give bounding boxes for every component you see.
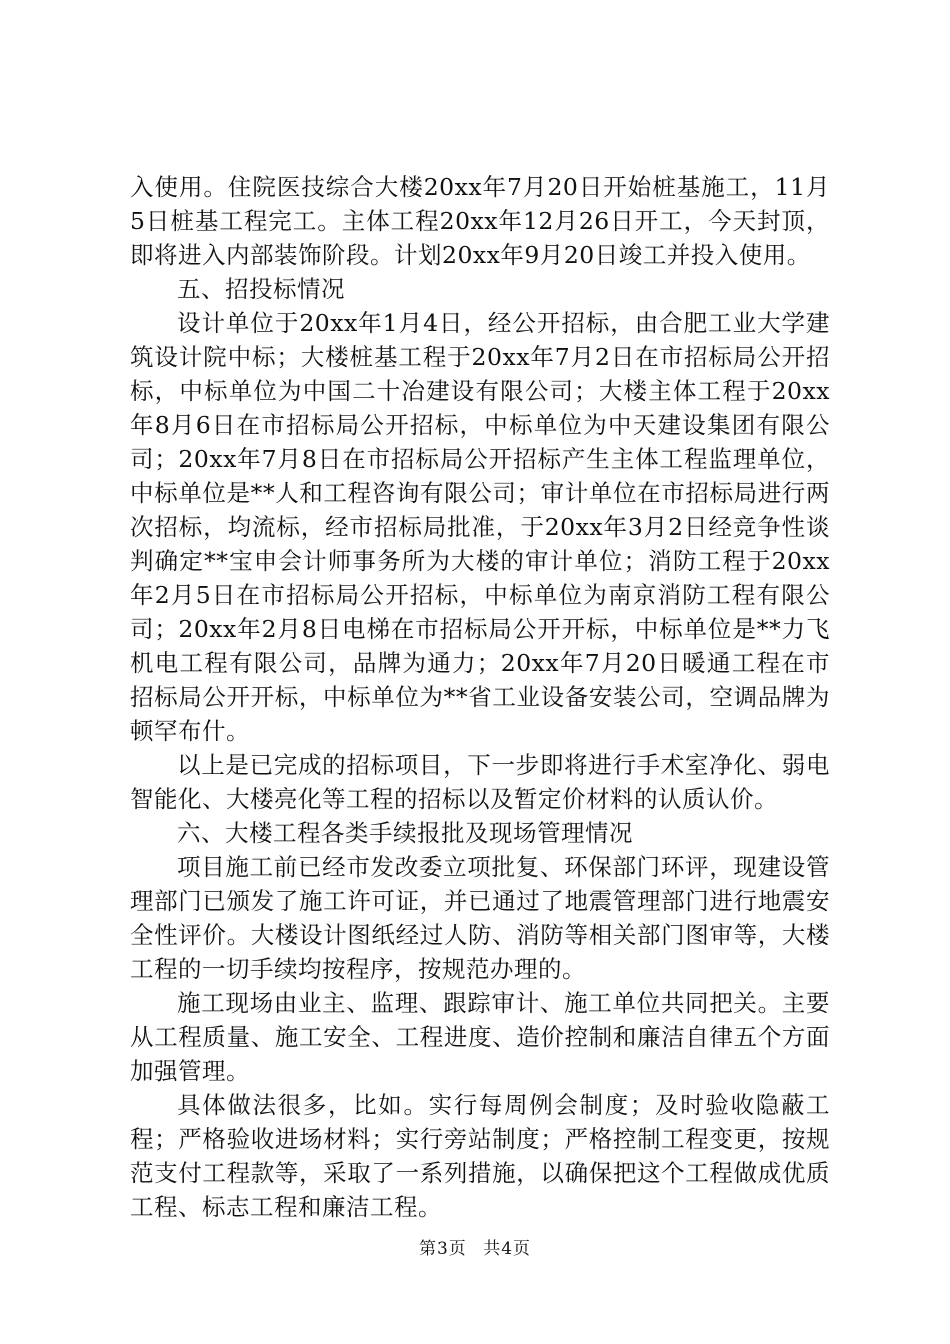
paragraph-continuation: 入使用。住院医技综合大楼20xx年7月20日开始桩基施工，11月5日桩基工程完工。主体工程20xx年12月26日开工，今天封顶，即将进入内部装饰阶段。计划20xx年9月20日竣工并投入使用。 <box>130 173 830 269</box>
paragraph-procedures: 项目施工前已经市发改委立项批复、环保部门环评，现建设管理部门已颁发了施工许可证，并已通过了地震管理部门进行地震安全性评价。大楼设计图纸经过人防、消防等相关部门图审等，大楼工程的一切手续均按程序，按规范办理的。 <box>130 853 830 983</box>
page-footer <box>0 1238 950 1260</box>
paragraph-site-management: 施工现场由业主、监理、跟踪审计、施工单位共同把关。主要从工程质量、施工安全、工程进度、造价控制和廉洁自律五个方面加强管理。 <box>130 989 830 1085</box>
document-body <box>130 170 830 1224</box>
section-heading-bidding: 五、招投标情况 <box>177 275 345 303</box>
page-number: 第3页 <box>418 1239 467 1259</box>
paragraph-measures: 具体做法很多，比如。实行每周例会制度；及时验收隐蔽工程；严格验收进场材料；实行旁站制度；严格控制工程变更，按规范支付工程款等，采取了一系列措施，以确保把这个工程做成优质工程、标志工程和廉洁工程。 <box>130 1091 830 1221</box>
paragraph-bidding-next-steps: 以上是已完成的招标项目，下一步即将进行手术室净化、弱电智能化、大楼亮化等工程的招标以及暂定价材料的认质认价。 <box>130 751 830 813</box>
section-heading-procedures: 六、大楼工程各类手续报批及现场管理情况 <box>177 819 633 847</box>
page-total: 共4页 <box>483 1239 532 1259</box>
paragraph-bidding-details: 设计单位于20xx年1月4日，经公开招标，由合肥工业大学建筑设计院中标；大楼桩基工程于20xx年7月2日在市招标局公开招标，中标单位为中国二十冶建设有限公司；大楼主体工程于20xx年8月6日在市招标局公开招标，中标单位为中天建设集团有限公司；20xx年7月8日在市招标局公开招标产生主体工程监理单位，中标单位是**人和工程咨询有限公司；审计单位在市招标局进行两次招标，均流标，经市招标局批准，于20xx年3月2日经竞争性谈判确定**宝申会计师事务所为大楼的审计单位；消防工程于20xx年2月5日在市招标局公开招标，中标单位为南京消防工程有限公司；20xx年2月8日电梯在市招标局公开开标，中标单位是**力飞机电工程有限公司，品牌为通力；20xx年7月20日暖通工程在市招标局公开开标，中标单位为**省工业设备安装公司，空调品牌为顿罕布什。 <box>130 309 830 745</box>
